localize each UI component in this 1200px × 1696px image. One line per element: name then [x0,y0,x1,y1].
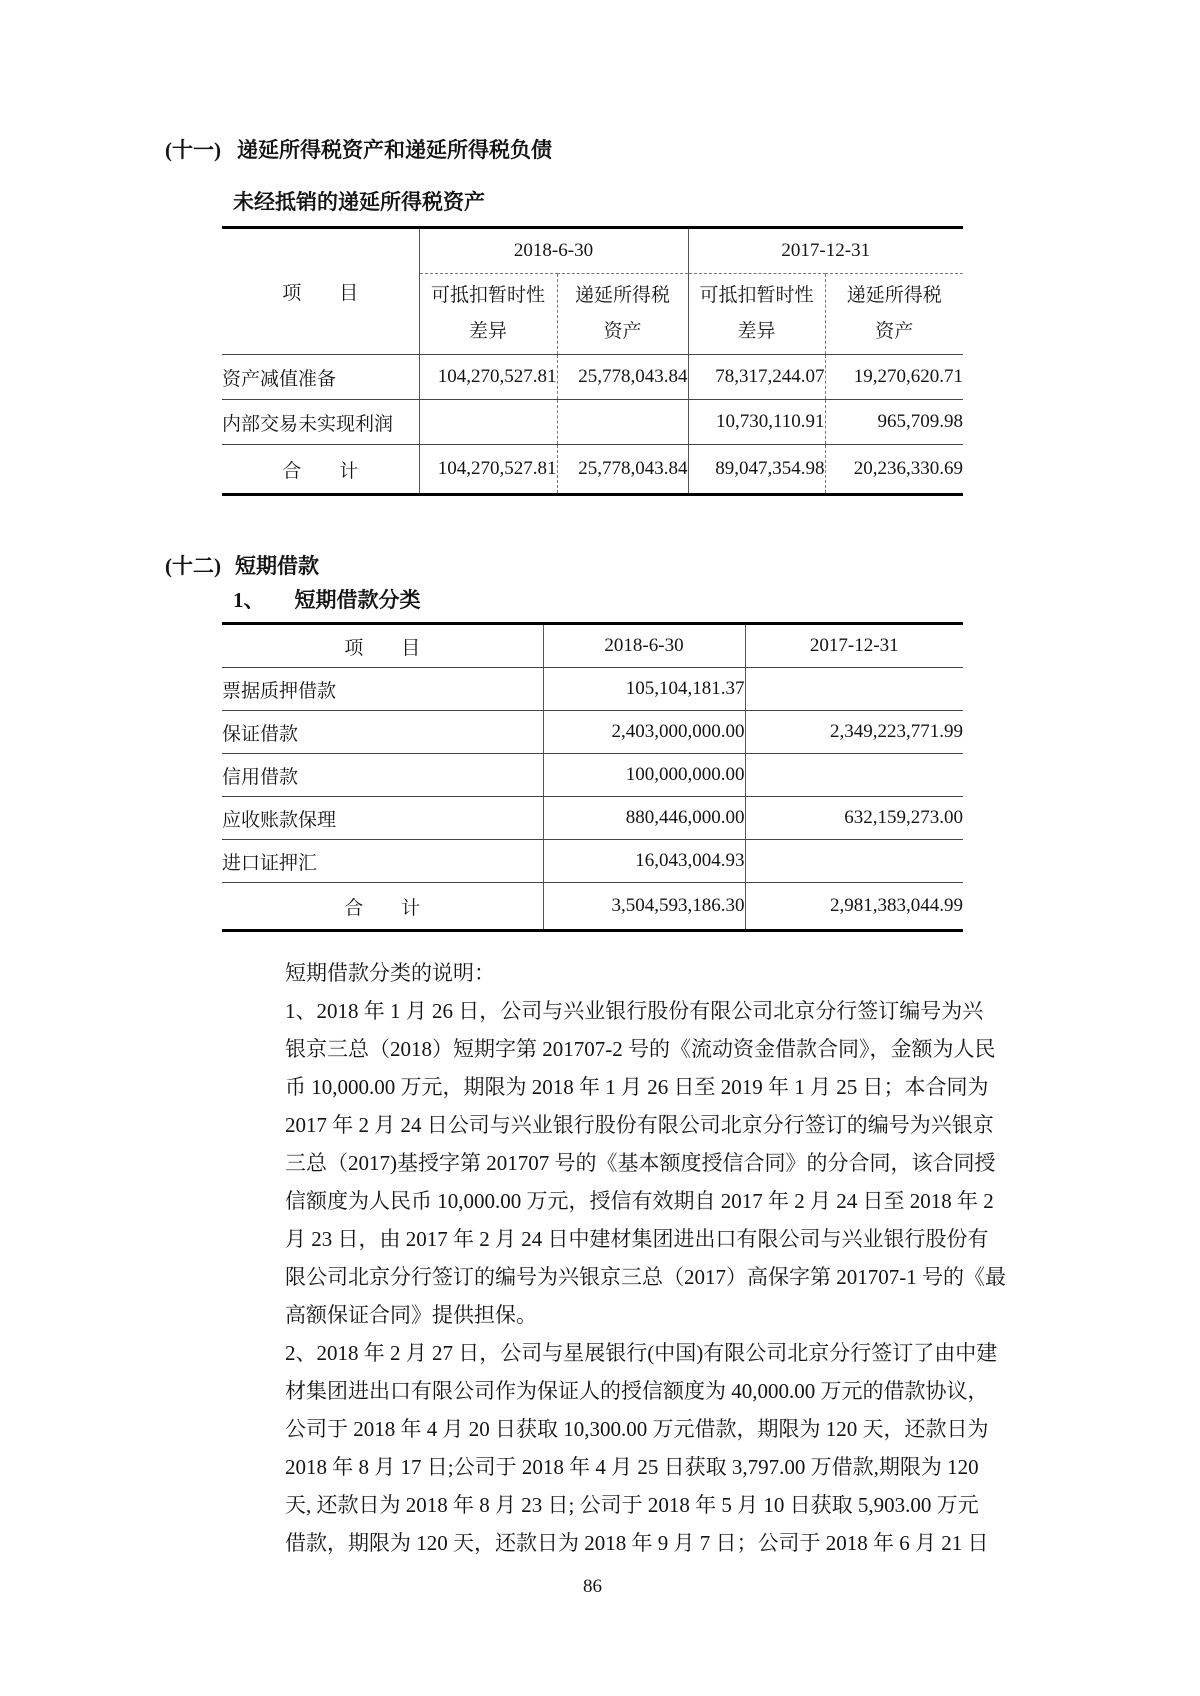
row-value [745,754,963,797]
col-deductible-2017 [688,274,825,355]
row-value [745,840,963,883]
note-line: 币 10,000.00 万元，期限为 2018 年 1 月 26 日至 2019 年 1 月 25 日；本合同为 [285,1075,989,1099]
note-line: 公司于 2018 年 4 月 20 日获取 10,300.00 万元借款，期限为 120 天，还款日为 [285,1417,989,1441]
total-value: 89,047,354.98 [688,445,825,495]
section-11-index: (十一) [165,138,221,162]
section-11-title: 递延所得税资产和递延所得税负债 [237,138,552,162]
col-deductible-2017-line1: 可抵扣暂时性 [699,285,814,306]
table-row [222,400,963,445]
period-2018-header: 2018-6-30 [419,228,688,274]
col-deferred-2018-line2: 资产 [603,321,642,342]
page-number: 86 [583,1576,602,1597]
note-line: 1、2018 年 1 月 26 日，公司与兴业银行股份有限公司北京分行签订编号为兴 [285,999,984,1023]
row-value [419,400,557,445]
period-2017-header: 2017-12-31 [688,228,963,274]
note-line: 高额保证合同》提供担保。 [285,1303,537,1327]
loan-notes [285,954,1006,1562]
col-deductible-2017-line2: 差异 [737,321,776,342]
total-label: 合 计 [282,460,359,482]
note-line: 三总（2017)基授字第 201707 号的《基本额度授信合同》的分合同，该合同授 [285,1151,996,1175]
note-line: 银京三总（2018）短期字第 201707-2 号的《流动资金借款合同》，金额为人民 [285,1037,996,1061]
loans-period-2018: 2018-6-30 [543,624,745,668]
note-line: 天, 还款日为 2018 年 8 月 23 日; 公司于 2018 年 5 月 10 日获取 5,903.00 万元 [285,1493,979,1517]
row-value: 632,159,273.00 [745,797,963,840]
col-deductible-2018-line2: 差异 [468,321,507,342]
total-value: 25,778,043.84 [557,445,688,495]
section-11-subtitle: 未经抵销的递延所得税资产 [233,190,485,214]
table-row [222,711,963,754]
row-item-label: 票据质押借款 [222,668,543,711]
row-value: 78,317,244.07 [688,355,825,400]
note-line: 借款，期限为 120 天，还款日为 2018 年 9 月 7 日；公司于 2018 年 6 月 21 日 [285,1531,989,1555]
row-value: 16,043,004.93 [543,840,745,883]
table-row [222,355,963,400]
col-deferred-2018 [557,274,688,355]
total-label: 合 计 [344,897,421,919]
note-line: 2017 年 2 月 24 日公司与兴业银行股份有限公司北京分行签订的编号为兴银京 [285,1113,994,1137]
row-value: 965,709.98 [825,400,963,445]
loans-period-2017: 2017-12-31 [745,624,963,668]
row-item-label: 进口证押汇 [222,840,543,883]
note-line: 材集团进出口有限公司作为保证人的授信额度为 40,000.00 万元的借款协议， [285,1379,989,1403]
total-value: 2,981,383,044.99 [745,883,963,931]
section-12-sub-index: 1、 [233,588,265,612]
col-deductible-2018 [419,274,557,355]
row-value: 25,778,043.84 [557,355,688,400]
row-value: 104,270,527.81 [419,355,557,400]
total-value: 104,270,527.81 [419,445,557,495]
row-value: 2,403,000,000.00 [543,711,745,754]
note-line: 2、2018 年 2 月 27 日，公司与星展银行(中国)有限公司北京分行签订了由中建 [285,1341,998,1365]
table-row [222,797,963,840]
deferred-tax-item-header: 项 目 [222,228,419,355]
row-value [745,668,963,711]
row-value: 2,349,223,771.99 [745,711,963,754]
row-item-label: 信用借款 [222,754,543,797]
table-row [222,754,963,797]
table-total-row [222,445,963,495]
note-line: 信额度为人民币 10,000.00 万元，授信有效期自 2017 年 2 月 24 日至 2018 年 2 [285,1189,994,1213]
section-11-heading [165,136,1200,164]
section-12-sub-title: 短期借款分类 [294,588,421,612]
section-12-index: (十二) [165,554,221,578]
col-deferred-2017 [825,274,963,355]
short-term-loans-table [222,622,963,932]
deferred-tax-table [222,226,963,496]
loans-item-header: 项 目 [222,624,543,668]
section-12-title: 短期借款 [235,554,319,578]
table-total-row [222,883,963,931]
col-deferred-2017-line1: 递延所得税 [846,285,942,306]
row-item-label: 保证借款 [222,711,543,754]
row-value: 100,000,000.00 [543,754,745,797]
col-deferred-2018-line1: 递延所得税 [574,285,670,306]
row-item-label: 资产减值准备 [222,355,419,400]
notes-intro: 短期借款分类的说明： [285,961,495,985]
note-line: 限公司北京分行签订的编号为兴银京三总（2017）高保字第 201707-1 号的《最 [285,1265,1006,1289]
row-item-label: 应收账款保理 [222,797,543,840]
deferred-tax-header-periods [222,228,963,274]
row-value: 880,446,000.00 [543,797,745,840]
row-value: 19,270,620.71 [825,355,963,400]
loans-header-row [222,624,963,668]
row-value: 105,104,181.37 [543,668,745,711]
col-deferred-2017-line2: 资产 [875,321,914,342]
note-line: 月 23 日，由 2017 年 2 月 24 日中建材集团进出口有限公司与兴业银行股份有 [285,1227,989,1251]
table-row [222,668,963,711]
section-12-subheading [233,586,1200,614]
row-value [557,400,688,445]
section-12-heading [165,552,1200,580]
row-item-label: 内部交易未实现利润 [222,400,419,445]
total-value: 20,236,330.69 [825,445,963,495]
table-row [222,840,963,883]
col-deductible-2018-line1: 可抵扣暂时性 [430,285,545,306]
note-line: 2018 年 8 月 17 日;公司于 2018 年 4 月 25 日获取 3,797.00 万借款,期限为 120 [285,1455,979,1479]
total-value: 3,504,593,186.30 [543,883,745,931]
row-value: 10,730,110.91 [688,400,825,445]
